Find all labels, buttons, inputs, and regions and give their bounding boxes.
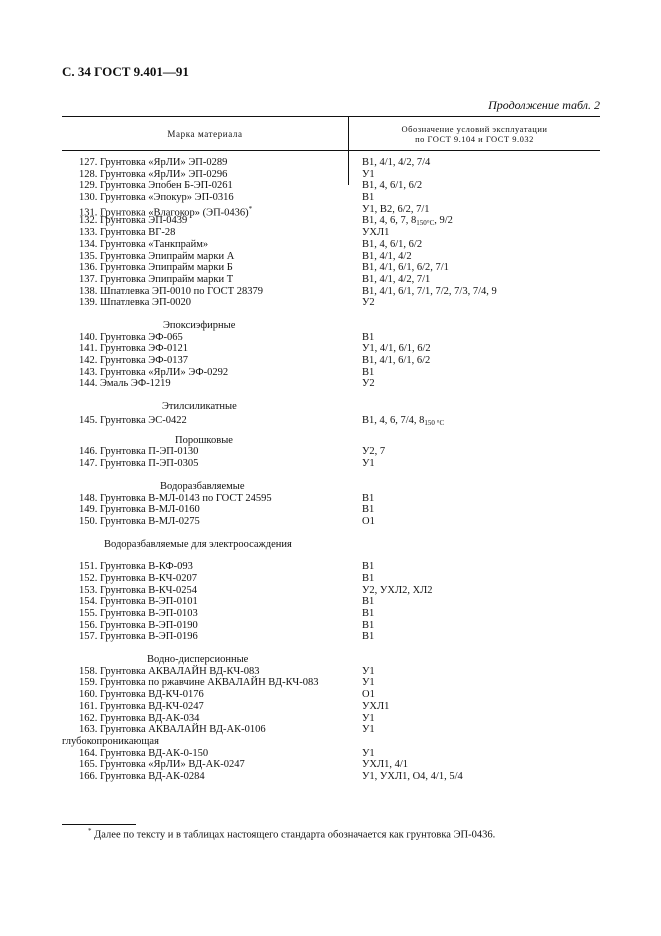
material-name: 155. Грунтовка В-ЭП-0103 xyxy=(79,608,198,619)
conditions: У2 xyxy=(362,378,375,390)
table-row xyxy=(62,516,600,528)
table-row xyxy=(62,262,600,274)
conditions: У1 xyxy=(362,747,375,759)
table-row xyxy=(62,180,600,192)
conditions: В1, 4/1, 6/1, 7/1, 7/2, 7/3, 7/4, 9 xyxy=(362,285,497,297)
material-name: 142. Грунтовка ЭФ-0137 xyxy=(79,355,189,366)
table-row xyxy=(62,759,600,771)
material-name: 153. Грунтовка В-КЧ-0254 xyxy=(79,584,197,596)
table-row xyxy=(62,458,600,470)
table-row xyxy=(62,343,600,355)
table-header xyxy=(62,116,600,151)
conditions: У2, 7 xyxy=(362,446,386,458)
table-row xyxy=(62,689,600,701)
material-name: 131. Грунтовка «Влагокор» (ЭП-0436)* xyxy=(79,204,253,219)
conditions: У1 xyxy=(362,677,375,689)
material-name: 166. Грунтовка ВД-АК-0284 xyxy=(79,770,205,782)
conditions: УХЛ1 xyxy=(362,227,390,239)
conditions: В1, 4/1, 6/1, 6/2 xyxy=(362,355,431,366)
table-row xyxy=(62,631,600,643)
material-name: 128. Грунтовка «ЯрЛИ» ЭП-0296 xyxy=(79,168,228,180)
table-continuation-label: Продолжение табл. 2 xyxy=(488,98,600,112)
group-heading: Водно-дисперсионные xyxy=(147,654,249,666)
material-name: 144. Эмаль ЭФ-1219 xyxy=(79,378,171,390)
conditions: В1, 4, 6, 7, $8_{150^\circ С}$, 9/2 xyxy=(362,215,453,228)
table-row xyxy=(62,596,600,608)
material-name: 162. Грунтовка ВД-АК-034 xyxy=(79,712,200,724)
material-name: 158. Грунтовка АКВАЛАЙН ВД-КЧ-083 xyxy=(79,665,260,677)
table-body xyxy=(62,151,600,783)
table-row xyxy=(62,297,600,309)
table-row xyxy=(62,286,600,298)
column-header-conditions-line1: Обозначение условий эксплуатации xyxy=(401,123,548,134)
material-name-continuation: глубокопроникающая xyxy=(62,735,159,747)
table-row xyxy=(62,677,600,689)
table-row xyxy=(62,413,600,429)
group-heading: Этилсиликатные xyxy=(162,401,237,413)
table-row xyxy=(62,446,600,458)
table-row xyxy=(62,748,600,760)
material-name: 135. Грунтовка Эпипрайм марки А xyxy=(79,250,235,262)
material-name: 161. Грунтовка ВД-КЧ-0247 xyxy=(79,700,204,712)
table-row xyxy=(62,771,600,783)
table-row xyxy=(62,355,600,367)
material-name: 138. Шпатлевка ЭП-0010 по ГОСТ 28379 xyxy=(79,285,263,297)
group-heading: Водоразбавляемые для электроосаждения xyxy=(104,538,292,550)
material-name: 141. Грунтовка ЭФ-0121 xyxy=(79,343,189,355)
material-name: 147. Грунтовка П-ЭП-0305 xyxy=(79,458,199,470)
conditions: У1, В2, 6/2, 7/1 xyxy=(362,203,430,215)
conditions: В1, 4/1, 4/2 xyxy=(362,250,412,262)
table-row xyxy=(62,215,600,227)
conditions: В1 xyxy=(362,366,375,378)
material-name: 129. Грунтовка Эпобен Б-ЭП-0261 xyxy=(79,180,233,192)
conditions: У1, 4/1, 6/1, 6/2 xyxy=(362,343,431,355)
conditions: У1 xyxy=(362,665,375,677)
material-name: 148. Грунтовка В-МЛ-0143 по ГОСТ 24595 xyxy=(79,492,272,504)
material-name: 152. Грунтовка В-КЧ-0207 xyxy=(79,572,197,584)
material-name: 150. Грунтовка В-МЛ-0275 xyxy=(79,515,200,527)
conditions: В1 xyxy=(362,608,375,619)
table-row xyxy=(62,378,600,390)
table-row xyxy=(62,504,600,516)
table-row xyxy=(62,608,600,620)
material-name: 156. Грунтовка В-ЭП-0190 xyxy=(79,619,198,631)
table-row xyxy=(62,203,600,219)
conditions: В1 xyxy=(362,561,375,573)
table-row xyxy=(62,332,600,344)
conditions: У1 xyxy=(362,168,375,180)
column-divider xyxy=(348,151,349,185)
material-name: 159. Грунтовка по ржавчине АКВАЛАЙН ВД-КЧ-083 xyxy=(79,677,319,689)
conditions: В1, 4/1, 6/1, 6/2, 7/1 xyxy=(362,262,449,274)
conditions: У2, УХЛ2, ХЛ2 xyxy=(362,584,433,596)
material-name: 151. Грунтовка В-КФ-093 xyxy=(79,561,193,573)
conditions: В1 xyxy=(362,572,375,584)
conditions: У1 xyxy=(362,712,375,724)
material-name: 143. Грунтовка «ЯрЛИ» ЭФ-0292 xyxy=(79,366,229,378)
conditions: В1, 4/1, 4/2, 7/4 xyxy=(362,157,431,168)
table-row-continuation xyxy=(62,736,600,748)
material-name: 139. Шпатлевка ЭП-0020 xyxy=(79,297,192,309)
table-row xyxy=(62,251,600,263)
footnote: * Далее по тексту и в таблицах настоящего стандарта обозначается как грунтовка ЭП-0436. xyxy=(88,827,496,841)
conditions: В1 xyxy=(362,619,375,631)
table-row xyxy=(62,701,600,713)
table-row xyxy=(62,713,600,725)
material-name: 145. Грунтовка ЭС-0422 xyxy=(79,414,187,426)
conditions: У1 xyxy=(362,458,375,470)
table-row xyxy=(62,620,600,632)
table-row xyxy=(62,157,600,169)
conditions: В1 xyxy=(362,631,375,643)
material-name: 146. Грунтовка П-ЭП-0130 xyxy=(79,446,199,458)
material-name: 127. Грунтовка «ЯрЛИ» ЭП-0289 xyxy=(79,157,228,168)
conditions: О1 xyxy=(362,515,375,527)
conditions: В1 xyxy=(362,504,375,516)
conditions: В1 xyxy=(362,492,375,504)
table-row xyxy=(62,585,600,597)
group-heading: Эпоксиэфирные xyxy=(163,319,236,331)
material-name: 163. Грунтовка АКВАЛАЙН ВД-АК-0106 xyxy=(79,724,266,736)
materials-table xyxy=(62,116,600,783)
conditions: У2 xyxy=(362,297,375,309)
table-row xyxy=(62,367,600,379)
material-name: 140. Грунтовка ЭФ-065 xyxy=(79,331,183,343)
conditions: УХЛ1, 4/1 xyxy=(362,759,409,771)
group-heading: Водоразбавляемые xyxy=(160,480,245,492)
material-name: 137. Грунтовка Эпипрайм марки Т xyxy=(79,273,234,285)
table-row xyxy=(62,493,600,505)
conditions: У1, УХЛ1, О4, 4/1, 5/4 xyxy=(362,770,463,782)
conditions: В1 xyxy=(362,331,375,343)
material-name: 130. Грунтовка «Эпокур» ЭП-0316 xyxy=(79,192,234,204)
material-name: 154. Грунтовка В-ЭП-0101 xyxy=(79,596,198,608)
material-name: 160. Грунтовка ВД-КЧ-0176 xyxy=(79,689,204,701)
conditions: О1 xyxy=(362,689,375,701)
footnote-mark: * xyxy=(248,204,253,213)
conditions: В1, 4/1, 4/2, 7/1 xyxy=(362,273,431,285)
table-row xyxy=(62,666,600,678)
table-row xyxy=(62,169,600,181)
conditions: В1, 4, 6/1, 6/2 xyxy=(362,238,423,250)
group-heading: Порошковые xyxy=(175,434,233,446)
material-name: 136. Грунтовка Эпипрайм марки Б xyxy=(79,262,233,274)
material-name: 157. Грунтовка В-ЭП-0196 xyxy=(79,631,198,643)
conditions: УХЛ1 xyxy=(362,700,390,712)
table-row xyxy=(62,573,600,585)
table-row xyxy=(62,192,600,204)
material-name: 164. Грунтовка ВД-АК-0-150 xyxy=(79,747,209,759)
material-name: 134. Грунтовка «Танкпрайм» xyxy=(79,238,209,250)
material-name: 132. Грунтовка ЭП-0439 xyxy=(79,215,188,227)
conditions: У1 xyxy=(362,724,375,736)
page-header: С. 34 ГОСТ 9.401—91 xyxy=(62,64,189,79)
table-row xyxy=(62,227,600,239)
column-header-material: Марка материала xyxy=(62,117,349,150)
table-row xyxy=(62,274,600,286)
conditions: В1, 4, 6/1, 6/2 xyxy=(362,180,423,192)
material-name: 149. Грунтовка В-МЛ-0160 xyxy=(79,504,200,516)
table-row xyxy=(62,561,600,573)
column-header-conditions xyxy=(349,117,600,150)
conditions: В1 xyxy=(362,192,375,204)
column-header-conditions-line2: по ГОСТ 9.104 и ГОСТ 9.032 xyxy=(415,133,534,144)
footnote-separator xyxy=(62,824,136,825)
table-row xyxy=(62,724,600,736)
conditions: В1, 4, 6, 7/4, $8_{150 ^\circ С}$ xyxy=(362,414,445,427)
conditions: В1 xyxy=(362,596,375,608)
material-name: 133. Грунтовка ВГ-28 xyxy=(79,227,176,239)
table-row xyxy=(62,239,600,251)
material-name: 165. Грунтовка «ЯрЛИ» ВД-АК-0247 xyxy=(79,759,245,771)
